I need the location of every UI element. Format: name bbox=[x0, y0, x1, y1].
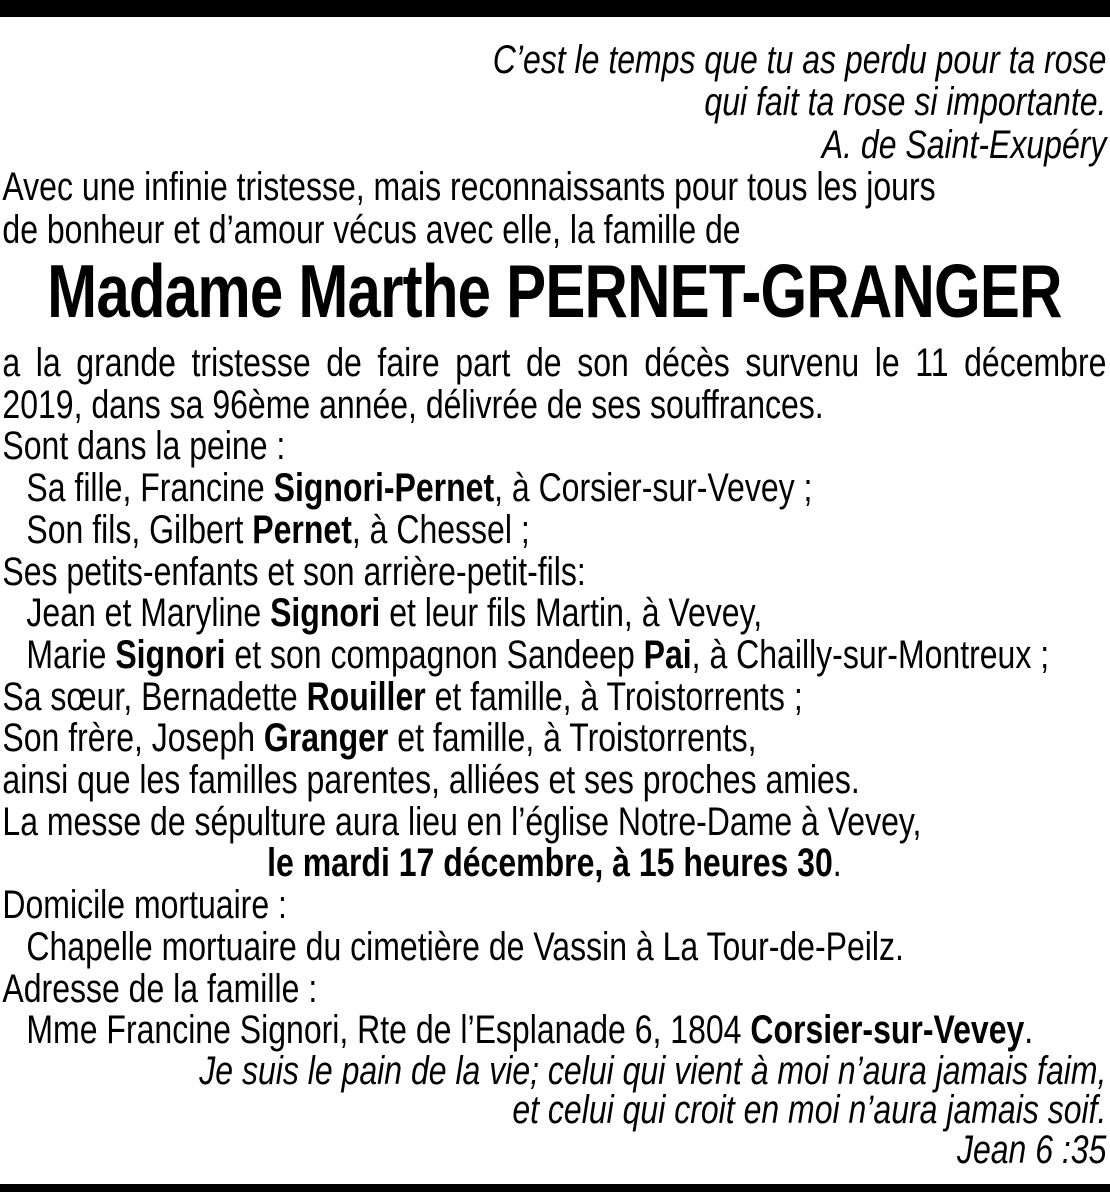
deceased-name-text: Madame Marthe PERNET-GRANGER bbox=[47, 249, 1062, 334]
text-segment: Avec une infinie tristesse, mais reconnaissants pour tous les jours bbox=[2, 165, 936, 210]
text-segment: et famille, à Troistorrents, bbox=[388, 716, 757, 761]
text-segment: Domicile mortuaire : bbox=[2, 883, 287, 928]
family-address bbox=[2, 1010, 1106, 1052]
text-segment: Je suis le pain de la vie; celui qui vient à moi n’aura jamais faim, bbox=[199, 1048, 1107, 1093]
bold-text-segment: Signori bbox=[270, 591, 381, 636]
text-segment: ainsi que les familles parentes, alliées et ses proches amies. bbox=[2, 758, 860, 803]
text-segment: Sa sœur, Bernadette bbox=[2, 674, 307, 719]
text-segment: de bonheur et d’amour vécus avec elle, la famille de bbox=[2, 207, 741, 252]
bold-text-segment: Pernet bbox=[252, 507, 352, 552]
mourner-daughter bbox=[2, 468, 1106, 510]
mortuary-heading bbox=[2, 885, 1106, 927]
opening-quote bbox=[2, 39, 1106, 166]
scripture-line-1 bbox=[2, 1048, 1107, 1093]
bold-text-segment: Corsier-sur-Vevey bbox=[750, 1008, 1025, 1053]
text-segment: . bbox=[1024, 1008, 1034, 1053]
bold-text-segment: Signori bbox=[115, 632, 226, 677]
text-segment: C’est le temps que tu as perdu pour ta rose bbox=[492, 38, 1107, 82]
text-segment: Sont dans la peine : bbox=[2, 424, 286, 469]
notice-body bbox=[2, 343, 1106, 1052]
bold-text-segment: Rouiller bbox=[306, 674, 426, 719]
text-segment: Sa fille, Francine bbox=[26, 466, 274, 511]
top-border-bar bbox=[0, 0, 1110, 17]
text-segment: , à Chessel ; bbox=[351, 507, 530, 552]
mourner-sister bbox=[2, 674, 1106, 719]
bold-text-segment: Signori-Pernet bbox=[273, 466, 495, 511]
text-segment: et famille, à Troistorrents ; bbox=[425, 674, 803, 719]
text-segment: Mme Francine Signori, Rte de l’Esplanade 6, 1804 bbox=[26, 1008, 751, 1053]
text-segment: La messe de sépulture aura lieu en l’église Notre-Dame à Vevey, bbox=[2, 799, 922, 844]
text-segment: et celui qui croit en moi n’aura jamais soif. bbox=[512, 1088, 1107, 1133]
scripture-reference bbox=[2, 1127, 1107, 1172]
text-segment: et leur fils Martin, à Vevey, bbox=[380, 591, 763, 636]
text-segment: , à Chailly-sur-Montreux ; bbox=[691, 632, 1050, 677]
text-segment: . bbox=[832, 841, 842, 886]
mourner-son bbox=[2, 507, 1106, 552]
grandchildren-heading bbox=[2, 549, 1106, 594]
bold-text-segment: Granger bbox=[263, 716, 389, 761]
text-segment: Son fils, Gilbert bbox=[26, 507, 253, 552]
grandchild-line-2 bbox=[2, 632, 1106, 677]
announcement-line-1 bbox=[2, 343, 1106, 385]
text-segment: Chapelle mortuaire du cimetière de Vassin à La Tour-de-Peilz. bbox=[26, 924, 904, 969]
bold-text-segment: le mardi 17 décembre, à 15 heures 30 bbox=[267, 841, 833, 886]
intro-text bbox=[2, 166, 1106, 251]
family-address-heading bbox=[2, 966, 1106, 1011]
announcement-line-2 bbox=[2, 382, 1106, 427]
text-segment: a la grande tristesse de faire part de son décès survenu le 11 décembre bbox=[2, 341, 1107, 386]
intro-line-1 bbox=[2, 166, 1106, 208]
text-segment: Adresse de la famille : bbox=[2, 966, 318, 1011]
deceased-name bbox=[2, 249, 1106, 334]
text-segment: A. de Saint-Exupéry bbox=[821, 122, 1107, 167]
scripture-line-2 bbox=[2, 1088, 1107, 1133]
closing-scripture bbox=[2, 1048, 1107, 1172]
mourner-brother bbox=[2, 718, 1106, 760]
bottom-border-bar bbox=[0, 1184, 1110, 1192]
epigraph-line-1 bbox=[2, 39, 1106, 81]
text-segment: 2019, dans sa 96ème année, délivrée de ses souffrances. bbox=[2, 382, 824, 427]
text-segment: qui fait ta rose si importante. bbox=[704, 80, 1107, 125]
epigraph-attribution bbox=[2, 124, 1106, 166]
text-segment: Son frère, Joseph bbox=[2, 716, 264, 761]
bold-text-segment: Pai bbox=[643, 632, 692, 677]
text-segment: Ses petits-enfants et son arrière-petit-fils: bbox=[2, 549, 586, 594]
epigraph-line-2 bbox=[2, 81, 1106, 123]
service-datetime bbox=[2, 843, 1106, 885]
text-segment: Jean 6 :35 bbox=[956, 1127, 1107, 1172]
mourners-closing bbox=[2, 760, 1106, 802]
notice-content bbox=[0, 17, 1110, 1170]
grandchild-line-1 bbox=[2, 593, 1106, 635]
text-segment: Jean et Maryline bbox=[26, 591, 271, 636]
text-segment: et son compagnon Sandeep bbox=[225, 632, 644, 677]
text-segment: , à Corsier-sur-Vevey ; bbox=[494, 466, 813, 511]
text-segment: Marie bbox=[26, 632, 116, 677]
mortuary-address bbox=[2, 924, 1106, 969]
service-line bbox=[2, 799, 1106, 844]
mourners-heading bbox=[2, 426, 1106, 468]
intro-line-2 bbox=[2, 209, 1106, 251]
